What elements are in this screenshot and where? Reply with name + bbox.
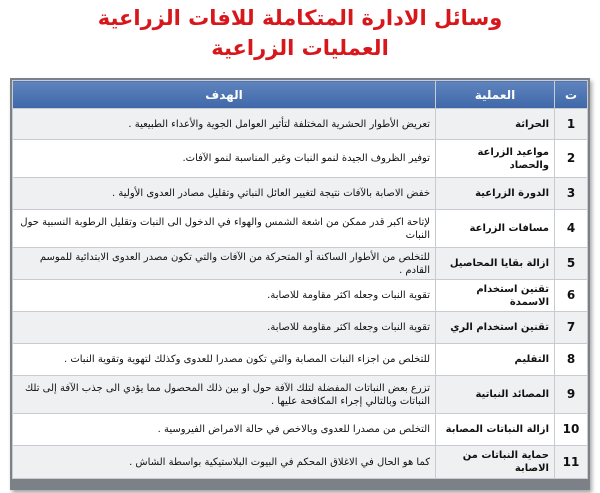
row-goal: لإتاحة اكبر قدر ممكن من اشعة الشمس والهواء في الدخول الى النبات وتقليل الرطوبة النسبية حول النبات [13,210,436,248]
row-goal: التخلص من مصدرا للعدوى وبالاخص في حالة الامراض الفيروسية . [13,414,436,446]
row-goal: للتخلص من اجزاء النبات المصابة والتي تكون مصدرا للعدوى وكذلك لتهوية وتقوية النبات . [13,344,436,376]
row-process: تقنين استخدام الاسمدة [436,280,555,312]
row-process: حماية النباتات من الاصابة [436,446,555,479]
row-number: 11 [555,446,588,479]
page-subtitle: العمليات الزراعية [211,36,389,60]
row-number: 5 [555,248,588,280]
row-number: 10 [555,414,588,446]
row-process: ازالة بقايا المحاصيل [436,248,555,280]
row-goal: كما هو الحال في الاغلاق المحكم في البيوت البلاستيكية بواسطة الشاش . [13,446,436,479]
header-process: العملية [436,81,555,109]
row-goal: للتخلص من الأطوار الساكنة أو المتحركة من الآفات والتي تكون مصدر العدوى الابتدائية للموسم القادم . [13,248,436,280]
row-process: الحراثة [436,109,555,140]
row-goal: تقوية النبات وجعله اكثر مقاومة للاصابة. [13,312,436,344]
row-process: الدورة الزراعية [436,178,555,210]
table-row [13,376,588,414]
table-row [13,109,588,140]
row-goal: تزرع بعض النباتات المفضلة لتلك الآفة حول او بين ذلك المحصول مما يؤدي الى جذب الآفة إلى تلك النباتات وبالتالي إجراء المكافحة عليها . [13,376,436,414]
table-row [13,414,588,446]
row-number: 2 [555,140,588,178]
row-number: 3 [555,178,588,210]
practices-table [12,80,588,479]
row-goal: توفير الظروف الجيدة لنمو النبات وغير المناسبة لنمو الآفات. [13,140,436,178]
row-number: 8 [555,344,588,376]
header-number: ت [555,81,588,109]
table-row [13,344,588,376]
row-process: المصائد النباتية [436,376,555,414]
row-goal: تقوية النبات وجعله اكثر مقاومة للاصابة. [13,280,436,312]
row-process: مواعيد الزراعة والحصاد [436,140,555,178]
row-number: 9 [555,376,588,414]
table-row [13,210,588,248]
row-goal: تعريض الأطوار الحشرية المختلفة لتأثير العوامل الجوية والأعداء الطبيعية . [13,109,436,140]
row-goal: خفض الاصابة بالآفات نتيجة لتغيير العائل النباتي وتقليل مصادر العدوى الأولية . [13,178,436,210]
table-row [13,446,588,479]
table-row [13,280,588,312]
row-process: مسافات الزراعة [436,210,555,248]
table-row [13,178,588,210]
header-goal: الهدف [13,81,436,109]
row-process: التقليم [436,344,555,376]
row-number: 1 [555,109,588,140]
table-row [13,140,588,178]
table-row [13,312,588,344]
row-number: 4 [555,210,588,248]
row-number: 6 [555,280,588,312]
table-header-row [13,81,588,109]
page-title: وسائل الادارة المتكاملة للافات الزراعية [97,6,503,30]
row-number: 7 [555,312,588,344]
row-process: تقنين استخدام الري [436,312,555,344]
table-row [13,248,588,280]
row-process: ازالة النباتات المصابة [436,414,555,446]
